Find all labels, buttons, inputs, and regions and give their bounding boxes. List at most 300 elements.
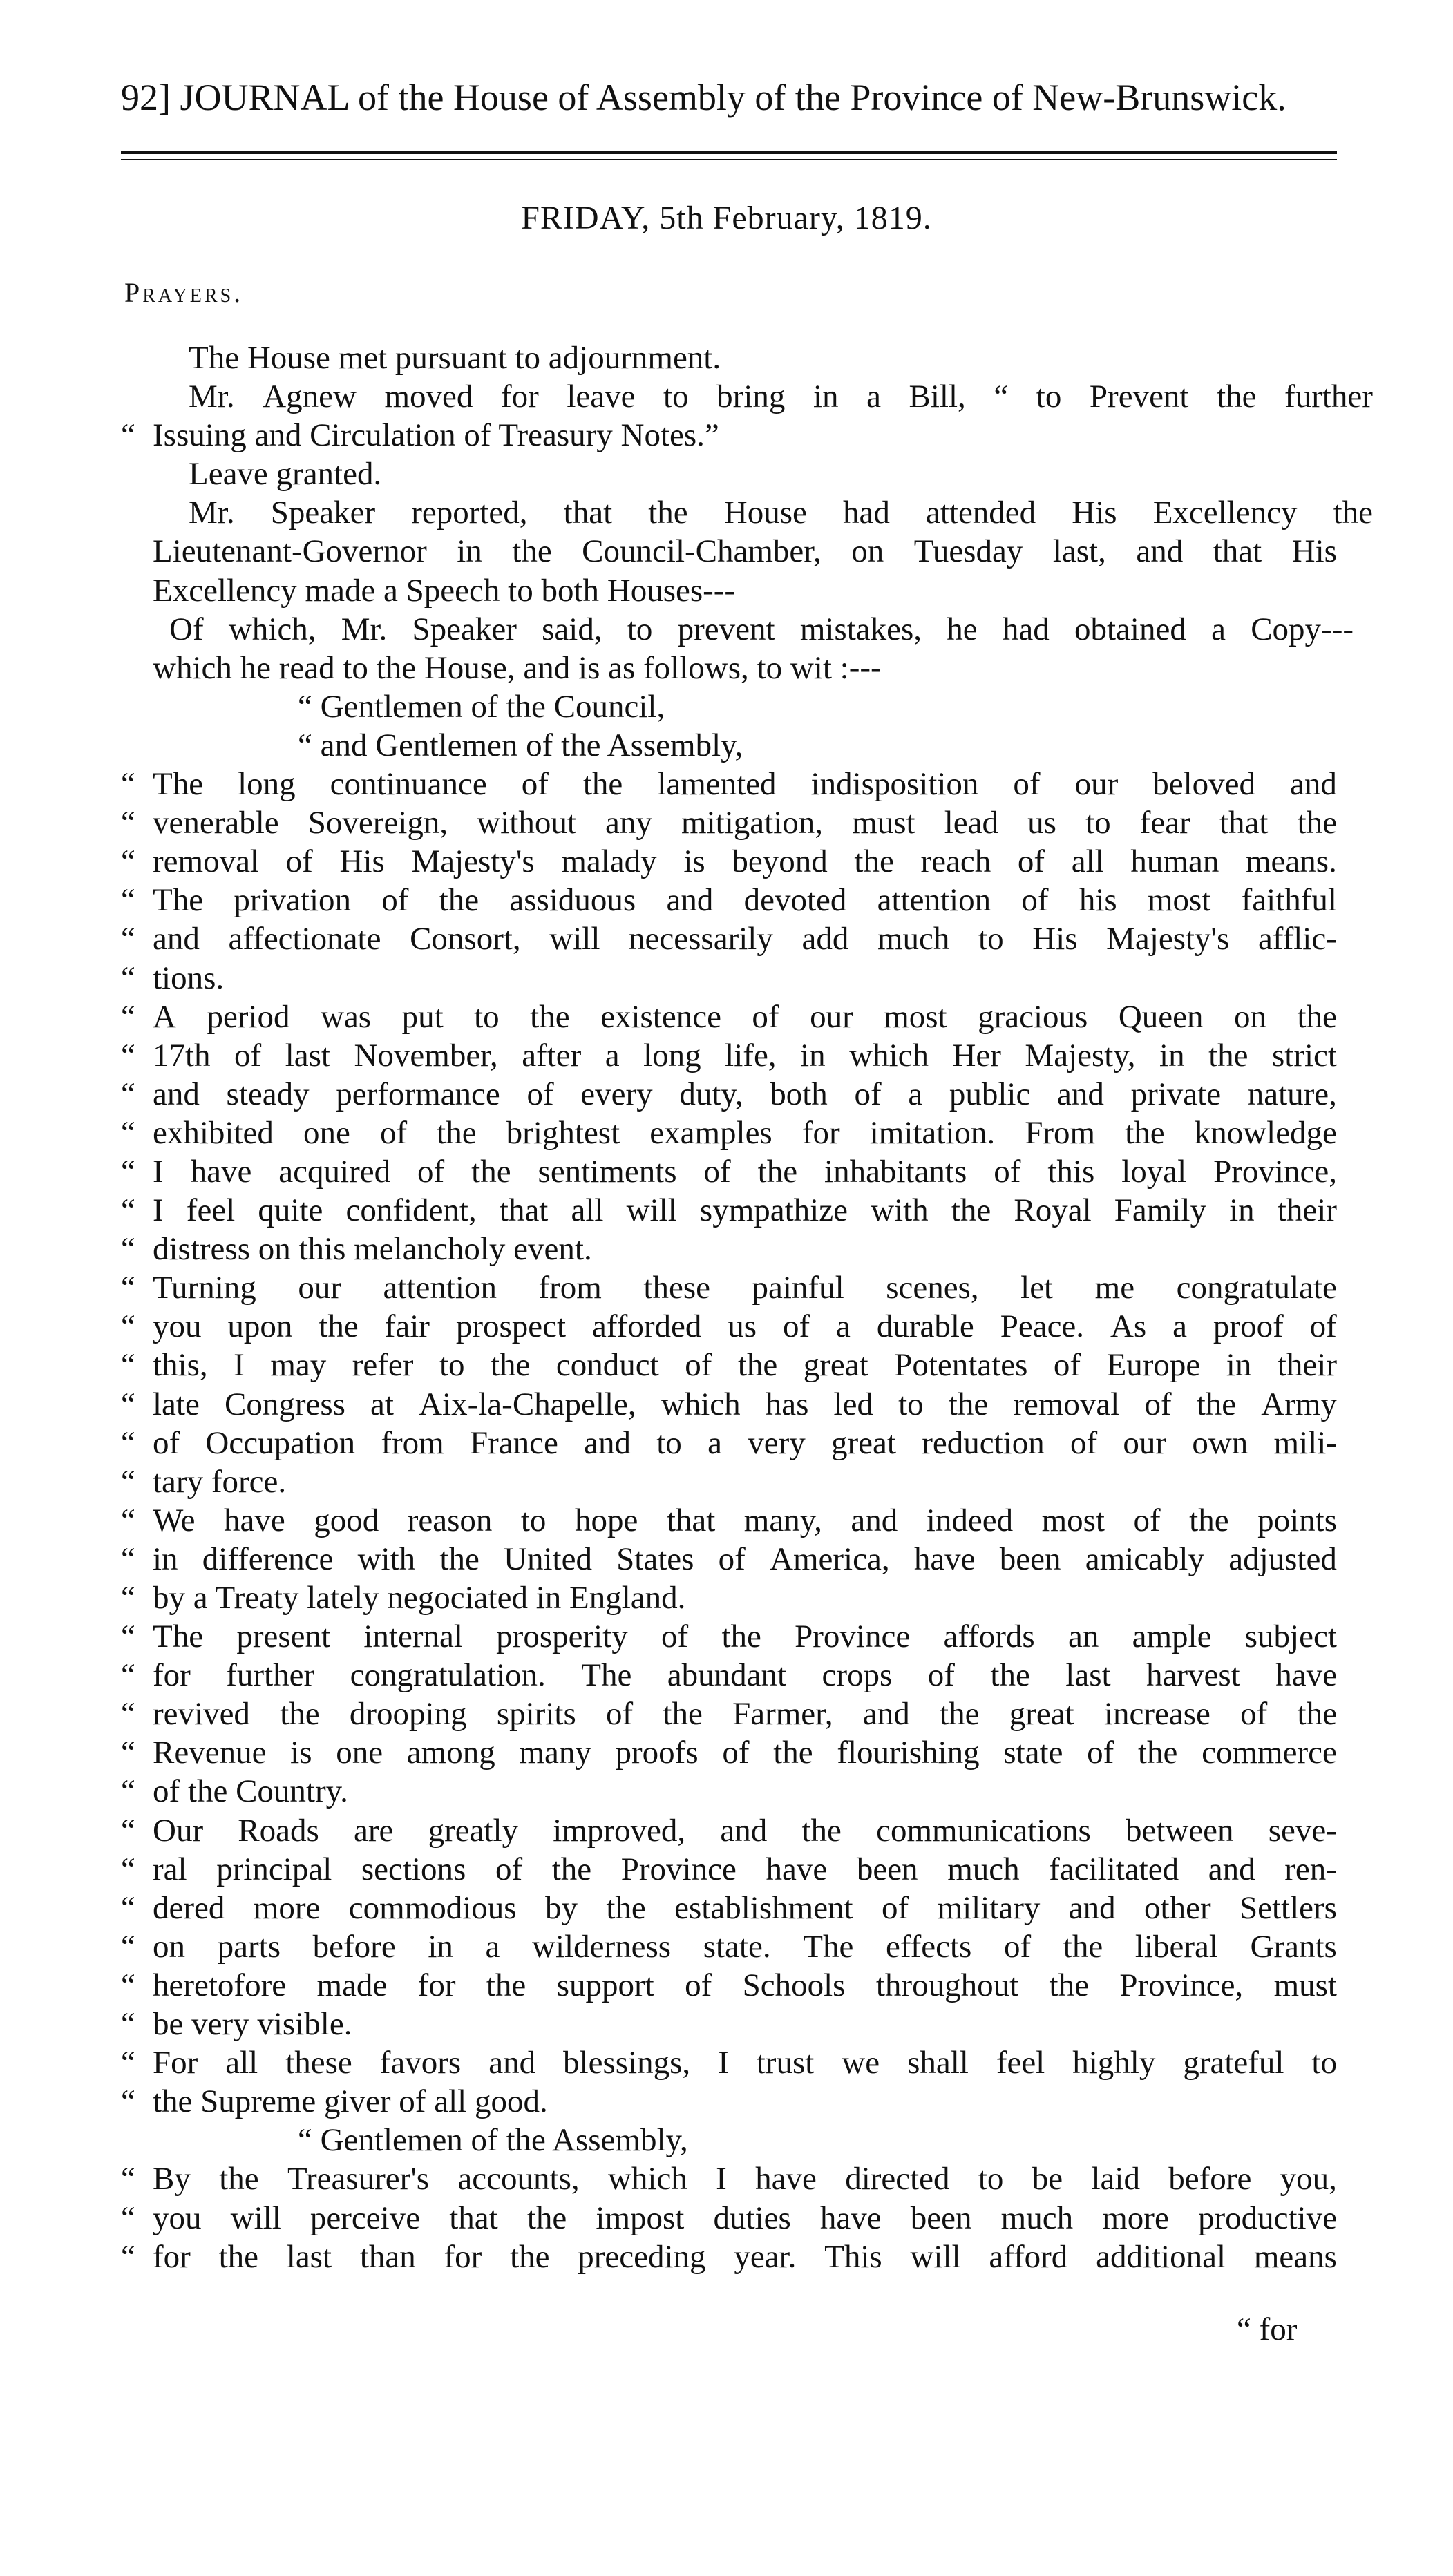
word: prospect [455, 1308, 567, 1345]
word: the [582, 766, 623, 803]
word: Revenue [153, 1735, 267, 1771]
word: which, [228, 611, 316, 647]
word: have [766, 1851, 828, 1887]
word: adjusted [1228, 1540, 1337, 1577]
marginal-quote-mark: “ [121, 1580, 135, 1616]
word: late [153, 1386, 200, 1422]
marginal-quote-mark: “ [121, 1424, 135, 1461]
body-line [121, 338, 1337, 377]
word: mistakes, [799, 611, 922, 647]
word: from [381, 1424, 444, 1461]
word: Majesty, [1025, 1037, 1136, 1074]
word: and [666, 882, 714, 919]
word: His [1072, 495, 1117, 531]
word: means. [1246, 843, 1337, 880]
word: which [607, 2161, 687, 2197]
word: reason [407, 1502, 493, 1538]
word: further [1284, 379, 1373, 415]
word: affords [943, 1619, 1035, 1655]
marginal-quote-mark: “ [121, 1812, 135, 1849]
word: the [737, 1347, 778, 1384]
word: must [852, 805, 915, 841]
word: Family [1114, 1192, 1206, 1229]
word: to [520, 1502, 547, 1538]
word: we [842, 2045, 880, 2081]
word: imitation. [869, 1114, 996, 1151]
word: Occupation [205, 1424, 356, 1461]
word: in [800, 1037, 826, 1074]
body-line-text [153, 803, 1337, 842]
word: devoted [743, 882, 847, 919]
word: by [544, 1889, 578, 1926]
word: The [581, 1657, 632, 1694]
word: a [836, 1308, 851, 1345]
body-line [121, 455, 1337, 493]
word: the [1297, 805, 1337, 841]
journal-body [121, 338, 1373, 2276]
word: difference [202, 1540, 334, 1577]
body-line-text [153, 1695, 1337, 1733]
body-line [121, 2121, 1337, 2159]
word: parts [217, 1928, 281, 1965]
word: privation [234, 882, 352, 919]
word: have [1275, 1657, 1337, 1694]
word: of [234, 1037, 262, 1074]
word: assiduous [509, 882, 636, 919]
body-line-text [153, 842, 1337, 881]
word: of [1070, 1424, 1098, 1461]
word: scenes, [886, 1270, 979, 1306]
word: of [521, 766, 549, 803]
word: Prevent [1089, 379, 1189, 415]
word: our [298, 1270, 341, 1306]
word: the [773, 1735, 813, 1771]
word: you [153, 1308, 202, 1345]
word: state [1003, 1735, 1063, 1771]
marginal-quote-mark: “ [121, 1540, 135, 1577]
body-line-text [153, 1617, 1337, 1656]
word: one [336, 1735, 383, 1771]
word: all [1071, 843, 1104, 880]
word: of [606, 1696, 634, 1733]
word: many [519, 1735, 591, 1771]
body-line-text [153, 1656, 1337, 1695]
word: His [339, 843, 385, 880]
word: Agnew [263, 379, 357, 415]
word: Europe [1106, 1347, 1201, 1384]
word: for [417, 1967, 456, 2003]
word: the [1049, 1967, 1089, 2003]
body-line-text [153, 1346, 1337, 1384]
word: of [994, 1153, 1021, 1190]
word: state. [703, 1928, 771, 1965]
word: of [703, 1153, 731, 1190]
body-line-text [153, 1501, 1337, 1540]
word: venerable [153, 805, 279, 841]
body-line [121, 1307, 1337, 1346]
word: own [1192, 1424, 1248, 1461]
word: refer [352, 1347, 414, 1384]
body-line [121, 881, 1337, 919]
body-line-text: distress on this melancholy event. [153, 1231, 592, 1268]
word: and [584, 1424, 631, 1461]
word: for [153, 1657, 191, 1694]
word: of [718, 1540, 746, 1577]
body-line [121, 1462, 1337, 1501]
body-line [121, 2005, 1337, 2043]
word: made [316, 1967, 388, 2003]
word: these [285, 2045, 352, 2081]
body-line [121, 2159, 1337, 2198]
marginal-quote-mark: “ [121, 1851, 135, 1887]
marginal-quote-mark: “ [121, 1386, 135, 1422]
word: effects [885, 1928, 972, 1965]
header-rule-thin [121, 159, 1337, 160]
word: crops [822, 1657, 893, 1694]
word: all [571, 1192, 604, 1229]
word: a [485, 1928, 500, 1965]
word: of [381, 882, 409, 919]
word: Army [1261, 1386, 1337, 1422]
body-line [121, 2043, 1337, 2082]
body-line [121, 1114, 1337, 1152]
word: The [803, 1928, 854, 1965]
word: attention [383, 1270, 497, 1306]
word: the [218, 2238, 258, 2275]
word: had [842, 495, 890, 531]
word: must [1273, 1967, 1337, 2003]
word: last [1065, 1657, 1111, 1694]
word: Farmer, [732, 1696, 833, 1733]
body-line-text [153, 1540, 1337, 1578]
word: Bill, [909, 379, 966, 415]
body-line [121, 726, 1337, 765]
word: and [1290, 766, 1337, 803]
body-line-text: Excellency made a Speech to both Houses--- [153, 572, 736, 609]
word: fear [1139, 805, 1190, 841]
word: By [153, 2161, 191, 2197]
word: their [1277, 1347, 1337, 1384]
word: our [1123, 1424, 1167, 1461]
word: the [721, 1619, 761, 1655]
word: all [225, 2045, 258, 2081]
body-line [121, 1075, 1337, 1114]
word: for [444, 2238, 482, 2275]
word: United [504, 1540, 592, 1577]
word: the [530, 998, 570, 1035]
word: the [990, 1657, 1030, 1694]
word: afforded [592, 1308, 702, 1345]
word: shall [907, 2045, 969, 2081]
word: good [314, 1502, 379, 1538]
word: reported, [411, 495, 528, 531]
word: to [627, 611, 653, 647]
word: confident, [345, 1192, 477, 1229]
word: be [1032, 2161, 1063, 2197]
word: most [884, 998, 947, 1035]
word: the [280, 1696, 320, 1733]
word: amicably [1085, 1540, 1204, 1577]
word: blessings, [563, 2045, 691, 2081]
word: painful [752, 1270, 844, 1306]
word: communications [876, 1812, 1091, 1849]
word: gracious [978, 998, 1088, 1035]
marginal-quote-mark: “ [121, 805, 135, 841]
word: the [512, 533, 552, 570]
word: Mr. [189, 495, 235, 531]
word: to [978, 2161, 1004, 2197]
word: to [663, 379, 689, 415]
body-line-text [153, 1385, 1337, 1424]
word: the [1189, 1502, 1229, 1538]
word: affectionate [228, 921, 381, 957]
word: prosperity [496, 1619, 628, 1655]
word: from [538, 1270, 602, 1306]
body-line-text: Leave granted. [189, 456, 382, 493]
body-line [121, 1695, 1337, 1733]
word: continuance [330, 766, 487, 803]
word: ral [153, 1851, 187, 1887]
body-line [121, 649, 1337, 687]
body-line [121, 1733, 1337, 1772]
word: may [270, 1347, 327, 1384]
word: after [522, 1037, 582, 1074]
word: these [643, 1270, 710, 1306]
word: and [488, 2045, 536, 2081]
word: proof [1213, 1308, 1284, 1345]
word: support [556, 1967, 654, 2003]
word: indeed [926, 1502, 1014, 1538]
word: between [1125, 1812, 1234, 1849]
word: sentiments [538, 1153, 677, 1190]
word: Treasurer's [287, 2161, 430, 2197]
body-line-text [153, 1191, 1337, 1230]
word: further [226, 1657, 315, 1694]
body-line [121, 571, 1337, 610]
word: beyond [732, 843, 828, 880]
word: the [1333, 495, 1373, 531]
word: November, [354, 1037, 498, 1074]
word: Schools [742, 1967, 846, 2003]
word: improved, [553, 1812, 686, 1849]
word: the [1138, 1735, 1178, 1771]
word: afflic- [1257, 921, 1337, 957]
word: a [1211, 611, 1226, 647]
body-line [121, 1889, 1337, 1927]
word: Her [952, 1037, 1001, 1074]
word: Mr. [341, 611, 388, 647]
word: for [801, 1114, 840, 1151]
word: been [856, 1851, 918, 1887]
word: an [1068, 1619, 1099, 1655]
word: of [685, 1967, 712, 2003]
body-line-text: be very visible. [153, 2006, 352, 2043]
marginal-quote-mark: “ [121, 2161, 135, 2197]
body-line-text [153, 881, 1337, 919]
word: From [1025, 1114, 1096, 1151]
word: the [510, 2238, 550, 2275]
word: subject [1244, 1619, 1337, 1655]
word: led [833, 1386, 873, 1422]
word: leave [567, 379, 636, 415]
word: been [999, 1540, 1061, 1577]
word: of [285, 843, 313, 880]
word: existence [600, 998, 721, 1035]
word: have [223, 1502, 285, 1538]
word: trust [756, 2045, 815, 2081]
marginal-quote-mark: “ [121, 1619, 135, 1655]
word: points [1257, 1502, 1337, 1538]
word: Potentates [894, 1347, 1028, 1384]
header-rule-thick [121, 151, 1337, 154]
word: Speaker [412, 611, 517, 647]
word: House [723, 495, 807, 531]
body-line-text [153, 1850, 1337, 1889]
word: His [1032, 921, 1078, 957]
word: obtained [1074, 611, 1186, 647]
word: private [1130, 1076, 1222, 1112]
word: Grants [1250, 1928, 1337, 1965]
word: that [499, 1192, 549, 1229]
body-line-text [153, 1889, 1337, 1927]
body-line [121, 1811, 1337, 1850]
word: attention [877, 882, 991, 919]
body-line-text [153, 377, 1373, 416]
word: his [1079, 882, 1117, 919]
word: have [819, 2200, 882, 2236]
marginal-quote-mark: “ [121, 1231, 135, 1268]
word: The [153, 1619, 204, 1655]
word: of [782, 1308, 810, 1345]
word: and [1208, 1851, 1255, 1887]
word: removal [153, 843, 259, 880]
word: durable [876, 1308, 974, 1345]
word: last [286, 2238, 332, 2275]
word: removal [1013, 1386, 1120, 1422]
catchword: “ for [1237, 2311, 1298, 2347]
marginal-quote-mark: “ [121, 1347, 135, 1384]
word: human [1130, 843, 1219, 880]
word: to [1311, 2045, 1337, 2081]
word: among [406, 1735, 495, 1771]
body-line [121, 1927, 1337, 1966]
word: our [1074, 766, 1119, 803]
marginal-quote-mark: “ [121, 1928, 135, 1965]
word: the [551, 1851, 592, 1887]
word: internal [363, 1619, 463, 1655]
word: the [801, 1812, 842, 1849]
marginal-quote-mark: “ [121, 2006, 135, 2043]
word: of [1003, 1928, 1032, 1965]
word: seve- [1268, 1812, 1337, 1849]
word: Speaker [270, 495, 376, 531]
body-line-text [153, 1733, 1337, 1772]
word: A [153, 998, 176, 1035]
word: and [851, 1502, 898, 1538]
word: has [765, 1386, 809, 1422]
word: our [810, 998, 853, 1035]
body-line-text [153, 493, 1373, 532]
word: perceive [310, 2200, 421, 2236]
word: Turning [153, 1270, 256, 1306]
word: will [230, 2200, 281, 2236]
word: inhabitants [824, 1153, 967, 1190]
marginal-quote-mark: “ [121, 1037, 135, 1074]
body-line-text [153, 998, 1337, 1036]
word: feel [186, 1192, 236, 1229]
word: the [486, 1967, 526, 2003]
word: to [439, 1347, 465, 1384]
word: of [661, 1619, 689, 1655]
body-line-text [153, 610, 1354, 649]
word: the [1196, 1386, 1237, 1422]
word: I [718, 2045, 729, 2081]
body-line [121, 959, 1337, 998]
word: of [526, 1076, 554, 1112]
word: of [1144, 1386, 1172, 1422]
word: Consort, [410, 921, 521, 957]
word: other [1144, 1889, 1211, 1926]
word: a [908, 1076, 923, 1112]
body-line-text: of the Country. [153, 1773, 348, 1810]
body-line [121, 687, 1337, 726]
marginal-quote-mark: “ [121, 1696, 135, 1733]
word: mili- [1273, 1424, 1337, 1461]
word: that [666, 1502, 716, 1538]
word: examples [649, 1114, 772, 1151]
word: this, [153, 1347, 208, 1384]
word: the [940, 1696, 980, 1733]
word: said, [542, 611, 602, 647]
word: of [722, 1735, 750, 1771]
word: lead [944, 805, 998, 841]
word: means [1253, 2238, 1337, 2275]
word: public [949, 1076, 1031, 1112]
body-line-text [153, 2159, 1337, 2198]
marginal-quote-mark: “ [121, 1657, 135, 1694]
word: great [831, 1424, 896, 1461]
word: the [757, 1153, 798, 1190]
word: conduct [555, 1347, 659, 1384]
marginal-quote-mark: “ [121, 1967, 135, 2003]
word: for [500, 379, 539, 415]
body-line [121, 610, 1354, 649]
word: before [1168, 2161, 1252, 2197]
section-heading-prayers: Prayers. [124, 277, 244, 308]
word: to [656, 1424, 682, 1461]
word: on [1233, 998, 1266, 1035]
word: great [803, 1347, 868, 1384]
body-line [121, 1346, 1337, 1384]
word: in [813, 379, 839, 415]
word: Province [795, 1619, 911, 1655]
word: of [882, 1889, 909, 1926]
word: which [661, 1386, 741, 1422]
word: sympathize [699, 1192, 848, 1229]
body-line [121, 1424, 1337, 1462]
word: of [1133, 1502, 1161, 1538]
word: The [153, 882, 204, 919]
word: Roads [238, 1812, 319, 1849]
marginal-quote-mark: “ [121, 2200, 135, 2236]
word: have [190, 1153, 252, 1190]
word: revived [153, 1696, 250, 1733]
body-line [121, 1501, 1337, 1540]
word: directed [845, 2161, 950, 2197]
word: Mr. [189, 379, 235, 415]
marginal-quote-mark: “ [121, 1502, 135, 1538]
word: the [948, 1386, 989, 1422]
